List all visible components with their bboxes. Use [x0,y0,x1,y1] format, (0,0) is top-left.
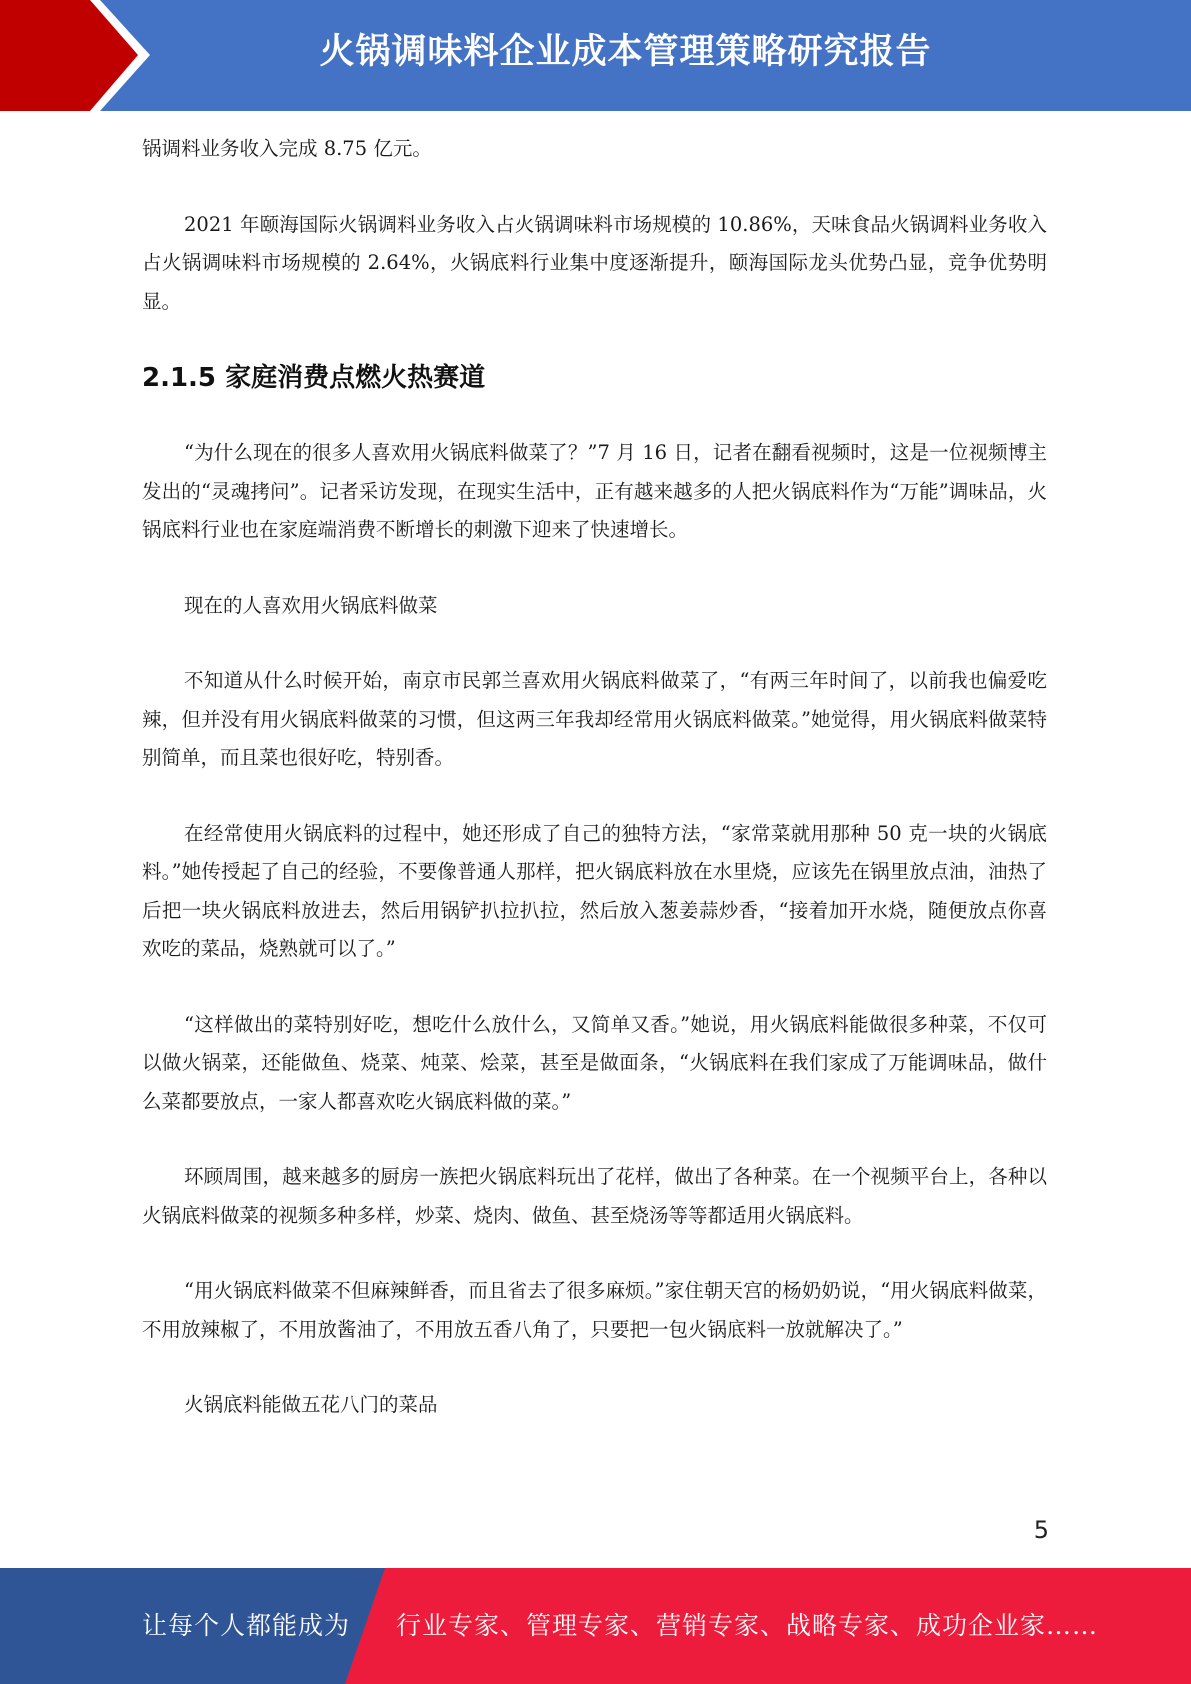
paragraph: “用火锅底料做菜不但麻辣鲜香，而且省去了很多麻烦。”家住朝天宫的杨奶奶说，“用火锅底料做菜，不用放辣椒了，不用放酱油了，不用放五香八角了，只要把一包火锅底料一放就解决了。” [142,1279,1047,1341]
subheading-paragraph: 火锅底料能做五花八门的菜品 [184,1393,438,1416]
paragraph: “为什么现在的很多人喜欢用火锅底料做菜了？”7 月 16 日，记者在翻看视频时，这是一位视频博主发出的“灵魂拷问”。记者采访发现，在现实生活中，正有越来越多的人把火锅底料作为“万能”调味品，火锅底料行业也在家庭端消费不断增长的刺激下迎来了快速增长。 [142,441,1047,541]
paragraph: 不知道从什么时候开始，南京市民郭兰喜欢用火锅底料做菜了，“有两三年时间了，以前我也偏爱吃辣，但并没有用火锅底料做菜的习惯，但这两三年我却经常用火锅底料做菜。”她觉得，用火锅底料做菜特别简单，而且菜也很好吃，特别香。 [142,669,1047,769]
page-footer [0,1568,1191,1684]
paragraph: 环顾周围，越来越多的厨房一族把火锅底料玩出了花样，做出了各种菜。在一个视频平台上，各种以火锅底料做菜的视频多种多样，炒菜、烧肉、做鱼、甚至烧汤等等都适用火锅底料。 [142,1165,1047,1227]
footer-slogan-right: 行业专家、管理专家、营销专家、战略专家、成功企业家…… [396,1611,1099,1640]
report-title: 火锅调味料企业成本管理策略研究报告 [319,32,932,72]
paragraph: 锅调料业务收入完成 8.75 亿元。 [142,137,432,160]
paragraph: 在经常使用火锅底料的过程中，她还形成了自己的独特方法，“家常菜就用那种 50 克一块的火锅底料。”她传授起了自己的经验，不要像普通人那样，把火锅底料放在水里烧，应该先在锅里放点油，油热了后把一块火锅底料放进去，然后用锅铲扒拉扒拉，然后放入葱姜蒜炒香，“接着加开水烧，随便放点你喜欢吃的菜品，烧熟就可以了。” [142,821,1047,960]
page-number: 5 [1033,1516,1049,1544]
subheading-paragraph: 现在的人喜欢用火锅底料做菜 [184,593,438,617]
paragraph: 2021 年颐海国际火锅调料业务收入占火锅调味料市场规模的 10.86%，天味食品火锅调料业务收入占火锅调味料市场规模的 2.64%，火锅底料行业集中度逐渐提升，颐海国际龙头优势凸显，竞争优势明显。 [142,212,1047,313]
paragraph: “这样做出的菜特别好吃，想吃什么放什么，又简单又香。”她说，用火锅底料能做很多种菜，不仅可以做火锅菜，还能做鱼、烧菜、炖菜、烩菜，甚至是做面条，“火锅底料在我们家成了万能调味品，做什么菜都要放点，一家人都喜欢吃火锅底料做的菜。” [142,1012,1047,1113]
footer-slogan-left: 让每个人都能成为 [142,1611,351,1640]
page-header [0,0,1191,111]
section-heading: 2.1.5 家庭消费点燃火热赛道 [142,363,486,393]
page-content [142,130,1047,1462]
